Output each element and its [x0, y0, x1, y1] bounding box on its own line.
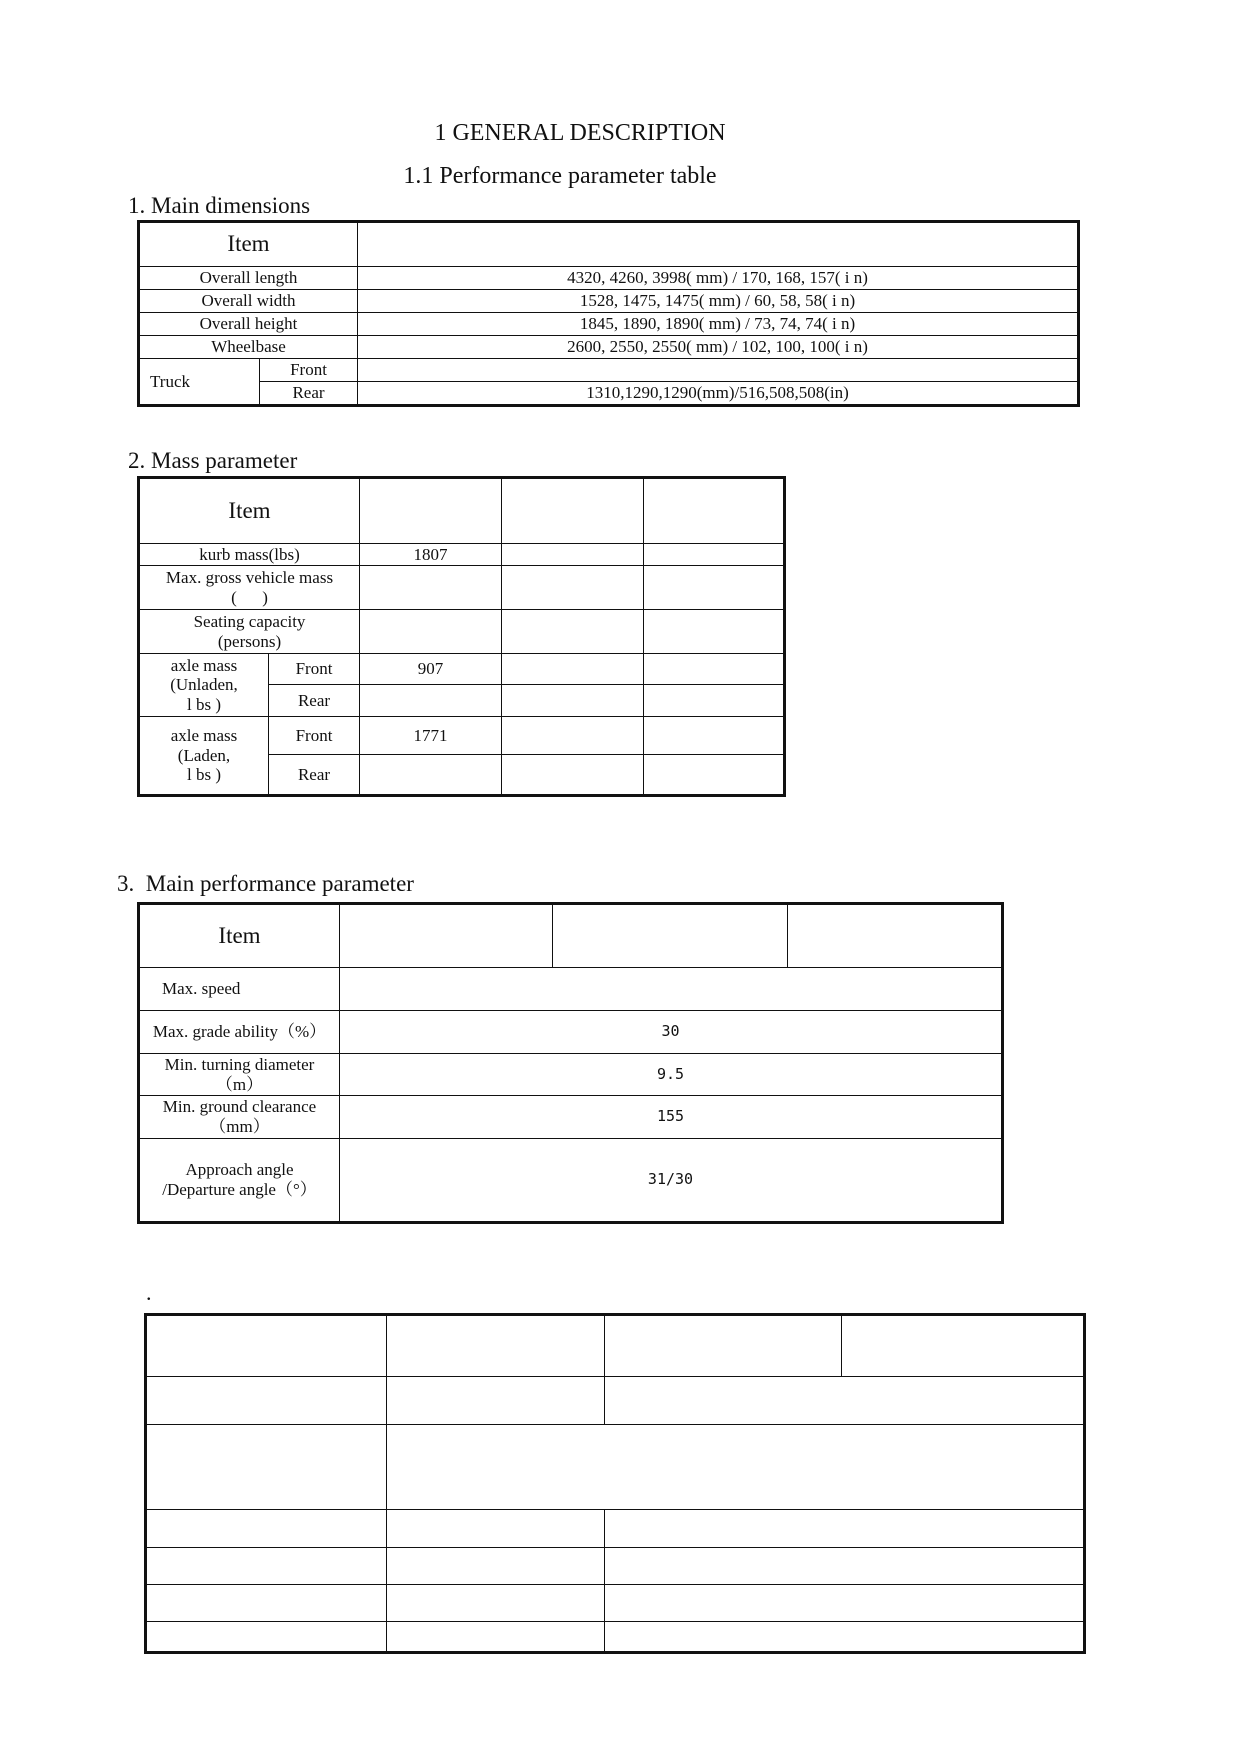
mp-laden-label-3: l bs ) — [187, 765, 221, 785]
mp-cell — [502, 566, 644, 610]
mp-cell — [644, 685, 784, 717]
mp-col-2-header — [502, 479, 644, 544]
mp-cell — [502, 610, 644, 654]
pf-col-2-header — [553, 905, 788, 968]
mp-cell — [360, 755, 502, 795]
mp-cell — [644, 717, 784, 755]
pf-clearance-label-text: Min. ground clearance — [162, 1097, 317, 1117]
md-truck-rear-label: Rear — [260, 382, 358, 405]
mp-cell — [360, 610, 502, 654]
bt-cell — [387, 1585, 605, 1622]
mp-seating-label — [140, 610, 360, 654]
bt-cell — [387, 1425, 1084, 1510]
section-main-performance-text: Main performance parameter — [145, 871, 414, 896]
bt-cell — [387, 1316, 605, 1377]
pf-approach-label: Approach angle — [185, 1160, 294, 1180]
main-performance-table — [139, 904, 1002, 1222]
mp-gross-label — [140, 566, 360, 610]
pf-grade-label: Max. grade ability（%） — [140, 1011, 340, 1054]
pf-departure-label: /Departure angle（°） — [162, 1180, 317, 1199]
md-overall-height-value: 1845, 1890, 1890( mm) / 73, 74, 74( i n) — [358, 313, 1078, 336]
mp-unladen-rear-label: Rear — [269, 685, 360, 717]
mp-laden-rear-label: Rear — [269, 755, 360, 795]
md-truck-label: Truck — [140, 359, 260, 405]
bt-cell — [387, 1622, 605, 1652]
pf-turning-value: 9.5 — [340, 1054, 1002, 1096]
bt-cell — [147, 1585, 387, 1622]
pf-col-1-header — [340, 905, 553, 968]
bt-cell — [605, 1622, 1084, 1652]
mp-laden-front-label: Front — [269, 717, 360, 755]
bt-cell — [605, 1510, 1084, 1548]
mp-cell — [644, 544, 784, 566]
bt-cell — [147, 1622, 387, 1652]
mp-cell — [360, 566, 502, 610]
pf-item-header: Item — [140, 905, 340, 968]
md-wheelbase-label: Wheelbase — [140, 336, 358, 359]
md-item-header: Item — [140, 223, 358, 267]
mp-col-3-header — [644, 479, 784, 544]
main-dimensions-table — [139, 222, 1078, 405]
pf-angle-value: 31/30 — [340, 1139, 1002, 1222]
md-value-header — [358, 223, 1078, 267]
mp-cell — [644, 654, 784, 685]
bt-cell — [605, 1548, 1084, 1585]
mp-seating-label-text: Seating capacity — [193, 611, 306, 631]
mp-laden-label-1: axle mass — [170, 726, 238, 746]
bt-cell — [387, 1377, 605, 1425]
section-main-dimensions-heading: 1. Main dimensions — [128, 193, 311, 218]
mp-kurb-label: kurb mass(lbs) — [140, 544, 360, 566]
md-truck-front-value — [358, 359, 1078, 382]
pf-turning-label — [140, 1054, 340, 1096]
bt-cell — [842, 1316, 1084, 1377]
section-mass-parameter-heading: 2. Mass parameter — [128, 448, 298, 473]
mp-gross-label-text: Max. gross vehicle mass — [165, 567, 334, 587]
mp-unladen-label-3: l bs ) — [187, 694, 221, 714]
mp-unladen-label-2: (Unladen, — [170, 675, 238, 695]
bt-cell — [605, 1377, 1084, 1425]
mp-unladen-label — [140, 654, 269, 717]
mp-cell — [502, 755, 644, 795]
pf-clearance-unit: （mm） — [209, 1117, 270, 1136]
md-overall-width-value: 1528, 1475, 1475( mm) / 60, 58, 58( i n) — [358, 290, 1078, 313]
md-truck-rear-value: 1310,1290,1290(mm)/516,508,508(in) — [358, 382, 1078, 405]
bt-cell — [147, 1425, 387, 1510]
pf-max-speed-value — [340, 968, 1002, 1011]
bt-cell — [605, 1316, 842, 1377]
md-overall-length-value: 4320, 4260, 3998( mm) / 170, 168, 157( i n) — [358, 267, 1078, 290]
md-overall-height-label: Overall height — [140, 313, 358, 336]
bt-cell — [147, 1548, 387, 1585]
document-subtitle: 1.1 Performance parameter table — [403, 163, 717, 189]
mp-item-header: Item — [140, 479, 360, 544]
bt-cell — [147, 1510, 387, 1548]
bt-cell — [387, 1510, 605, 1548]
mp-laden-label — [140, 717, 269, 795]
mp-unladen-front-label: Front — [269, 654, 360, 685]
mp-gross-unit: ( ) — [231, 587, 268, 607]
mp-unladen-front-value: 907 — [360, 654, 502, 685]
mp-col-1-header — [360, 479, 502, 544]
mp-cell — [644, 755, 784, 795]
mass-parameter-table — [139, 478, 784, 795]
bt-cell — [147, 1377, 387, 1425]
mp-cell — [644, 566, 784, 610]
md-truck-front-label: Front — [260, 359, 358, 382]
mp-cell — [502, 544, 644, 566]
mp-unladen-label-1: axle mass — [170, 655, 238, 675]
mp-kurb-value: 1807 — [360, 544, 502, 566]
md-overall-width-label: Overall width — [140, 290, 358, 313]
blank-table — [146, 1315, 1084, 1652]
section-main-performance-number: 3. — [117, 871, 135, 896]
pf-turning-unit: （m） — [215, 1074, 264, 1094]
pf-clearance-label — [140, 1096, 340, 1139]
section-main-performance-heading — [117, 871, 414, 897]
md-overall-length-label: Overall length — [140, 267, 358, 290]
mp-cell — [502, 717, 644, 755]
pf-clearance-value: 155 — [340, 1096, 1002, 1139]
bt-cell — [605, 1585, 1084, 1622]
bt-cell — [147, 1316, 387, 1377]
mp-cell — [644, 610, 784, 654]
mp-seating-unit: (persons) — [217, 631, 282, 651]
mp-laden-front-value: 1771 — [360, 717, 502, 755]
pf-grade-value: 30 — [340, 1011, 1002, 1054]
pf-angle-label — [140, 1139, 340, 1222]
bt-cell — [387, 1548, 605, 1585]
mp-cell — [502, 685, 644, 717]
mp-laden-label-2: (Laden, — [177, 745, 231, 765]
pf-turning-label-text: Min. turning diameter — [164, 1054, 315, 1074]
pf-max-speed-label: Max. speed — [140, 968, 340, 1011]
mp-cell — [360, 685, 502, 717]
document-title: 1 GENERAL DESCRIPTION — [434, 120, 726, 146]
md-wheelbase-value: 2600, 2550, 2550( mm) / 102, 100, 100( i n) — [358, 336, 1078, 359]
pf-col-3-header — [788, 905, 1002, 968]
stray-dot: . — [146, 1280, 152, 1305]
mp-cell — [502, 654, 644, 685]
